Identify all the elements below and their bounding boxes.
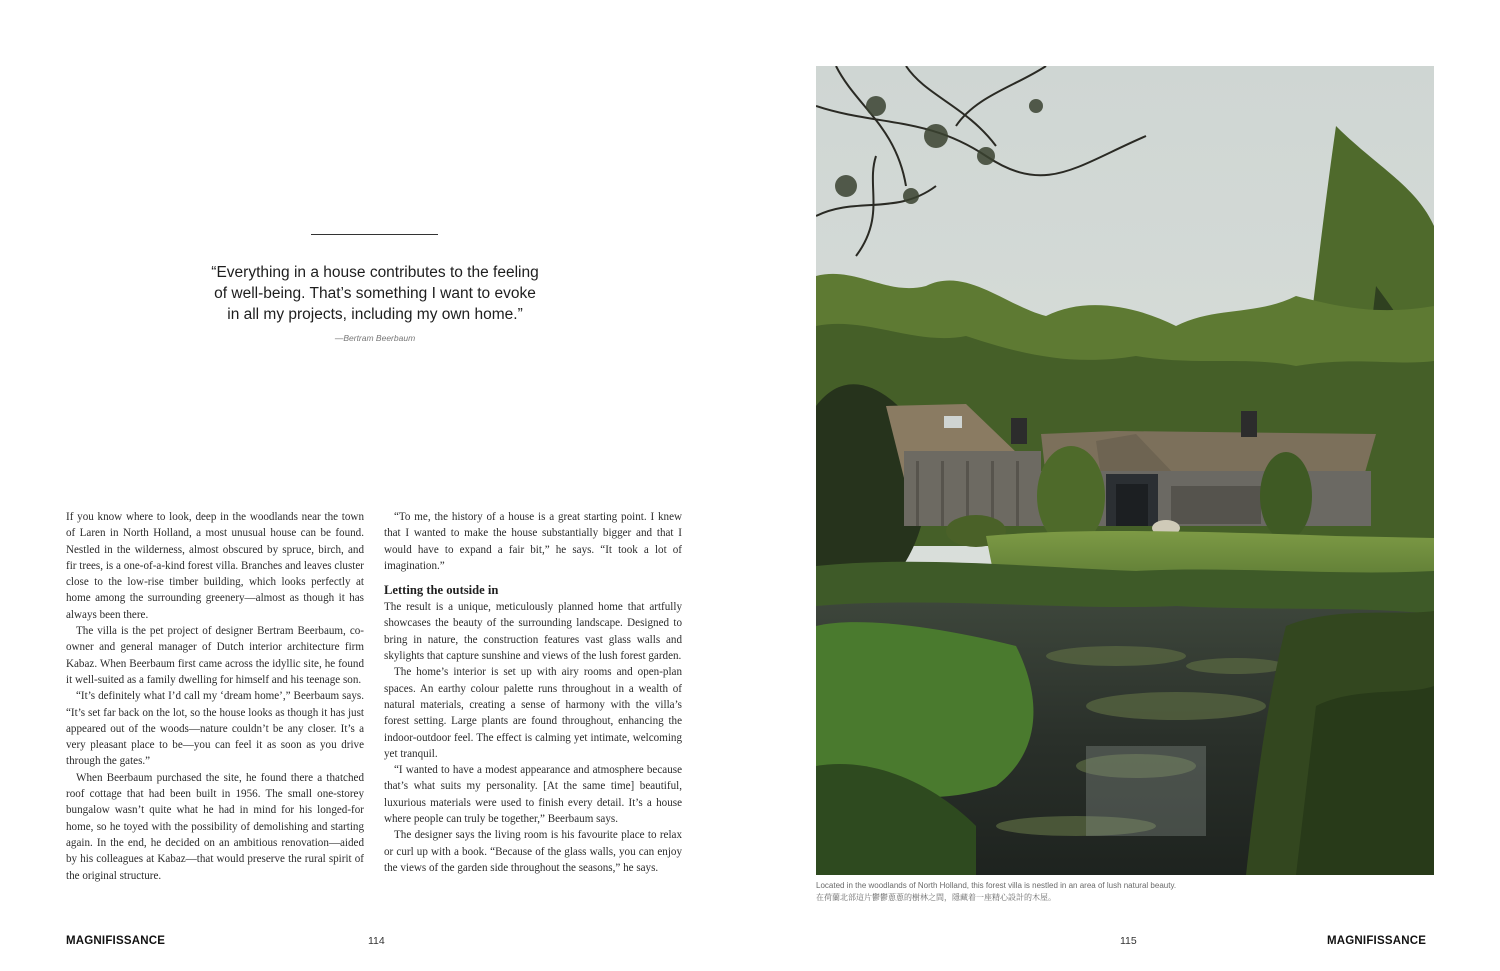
article-paragraph: When Beerbaum purchased the site, he found there a thatched roof cottage that had been built in 1956. The small one-storey bungalow wasn’t quite what he had in mind for his longed-for home, so he toyed with the possibility of demolishing and starting again. In the end, he decided on an ambitious renovation—aided by his colleagues at Kabaz—that would preserve the rural spirit of the original structure. bbox=[66, 771, 364, 882]
article-paragraph: The designer says the living room is his favourite place to relax or curl up with a book. “Because of the glass walls, you can enjoy the views of the garden side throughout the seasons,” he says. bbox=[384, 829, 682, 874]
quote-divider bbox=[311, 234, 438, 235]
article-subheading: Letting the outside in bbox=[384, 583, 499, 598]
article-paragraph: “I wanted to have a modest appearance and atmosphere because that’s what suits my personality. [At the same time] beautiful, luxurious materials were used to finish every detail. It’s a house where people can truly be together,” Beerbaum says. bbox=[384, 764, 682, 826]
pull-quote bbox=[180, 262, 570, 325]
article-column-2 bbox=[384, 509, 682, 876]
page-number-right: 115 bbox=[1120, 935, 1137, 947]
article-paragraph: The result is a unique, meticulously planned home that artfully showcases the beauty of the surrounding landscape. Designed to bring in nature, the construction features vast glass walls and skylights that capture sunshine and views of the lush forest garden. bbox=[384, 601, 682, 663]
article-paragraph: The home’s interior is set up with airy rooms and open-plan spaces. An earthy colour palette runs throughout in a wealth of natural materials, creating a sense of harmony with the villa’s forest setting. Large plants are found throughout, enhancing the indoor-outdoor feel. The effect is calming yet intimate, welcoming yet tranquil. bbox=[384, 666, 682, 760]
brand-logo-right: MAGNIFISSANCE bbox=[1327, 935, 1427, 947]
photo-illustration bbox=[816, 66, 1434, 875]
quote-attribution: —Bertram Beerbaum bbox=[334, 333, 416, 343]
page-number-left: 114 bbox=[368, 935, 385, 947]
article-paragraph: “To me, the history of a house is a great starting point. I knew that I wanted to make the house substantially bigger and that I would have to expand a fair bit,” he says. “It took a lot of imagination.” bbox=[384, 511, 682, 572]
caption-english: Located in the woodlands of North Holland, this forest villa is nestled in an area of lush natural beauty. bbox=[816, 881, 1177, 890]
brand-logo-left: MAGNIFISSANCE bbox=[66, 935, 166, 947]
article-column-1 bbox=[66, 509, 364, 884]
article-paragraph: The villa is the pet project of designer Bertram Beerbaum, co-owner and general manager of Dutch interior architecture firm Kabaz. When Beerbaum first came across the idyllic site, he found it well-suited as a family dwelling for himself and his teenage son. bbox=[66, 625, 364, 686]
forest-villa-photo bbox=[816, 66, 1434, 875]
pull-quote-line: in all my projects, including my own home.” bbox=[227, 306, 523, 323]
caption-chinese: 在荷蘭北部這片鬱鬱蔥蔥的樹林之間，隱藏着一座精心設計的木屋。 bbox=[816, 893, 1056, 902]
article-paragraph: If you know where to look, deep in the woodlands near the town of Laren in North Holland, a most unusual house can be found. Nestled in the wilderness, almost obscured by spruce, birch, and fir trees, is a one-of-a-kind forest villa. Branches and leaves cluster close to the low-rise timber building, which looks perfectly at home among the surrounding greenery—almost as though it has always been there. bbox=[66, 511, 364, 621]
pull-quote-line: “Everything in a house contributes to the feeling bbox=[211, 264, 539, 281]
article-paragraph: “It’s definitely what I’d call my ‘dream home’,” Beerbaum says. “It’s set far back on the lot, so the house looks as though it has just appeared out of the woods—nature couldn’t be any closer. It’s a very pleasant place to be—you can feel it as soon as you drive through the gates.” bbox=[66, 690, 364, 768]
photo-caption bbox=[816, 880, 1434, 904]
pull-quote-line: of well-being. That’s something I want to evoke bbox=[214, 285, 536, 302]
